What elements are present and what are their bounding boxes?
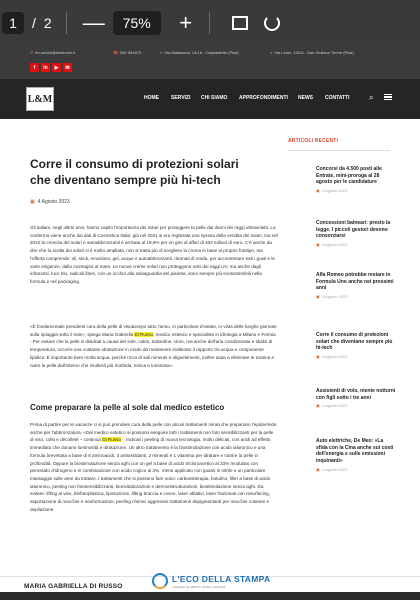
recent-article-item[interactable] (316, 220, 396, 247)
recent-article-date: ▣ 4 Agosto 2023 (316, 403, 348, 409)
topbar-email: ✉ lm.servizi@lmservizi.it (30, 50, 75, 55)
current-page-input[interactable]: 1 (2, 12, 24, 34)
article-subheading: Come preparare la pelle al sole dal medico estetico (30, 403, 225, 412)
pdf-page (0, 46, 420, 592)
recent-article-date: ▣ 4 Agosto 2023 (316, 188, 348, 194)
rotate-icon[interactable] (264, 15, 280, 31)
recent-article-date: ▣ 4 Agosto 2023 (316, 354, 348, 360)
calendar-icon: ▣ (316, 294, 320, 300)
recent-article-date: ▣ 4 Agosto 2023 (316, 242, 348, 248)
topbar-address-1: ● Via Malasoma, 14/16 - Ospedaletto (Pisa) (160, 50, 239, 55)
recent-article-title[interactable]: Concessioni balneari: presto la legge. I piccoli gestori devono consorziarsi (316, 220, 391, 240)
calendar-icon: ▣ (316, 354, 320, 360)
linkedin-icon[interactable]: in (41, 63, 50, 72)
author-name: MARIA GABRIELLA DI RUSSO (24, 583, 123, 590)
location-icon: ● (270, 50, 273, 55)
nav-home[interactable]: HOME (144, 95, 159, 101)
recent-article-item[interactable] (316, 166, 396, 193)
recent-article-item[interactable] (316, 388, 396, 408)
location-icon: ● (160, 50, 163, 55)
article-paragraph-1: Gli italiani, negli ultimi anni, hanno capito l'importanza dei solari per proteggere la pelle dai danni dei raggi ultravioletti. La conferma viene anche dai dati di Cosmetica Italia: già nel 2021 si era registrata una ripresa della vendita dei solari, ma nel 2022 la crescita dei solari e autoabbronzanti è arrivata al 19,6% per un giro di affari di 402 milioni di euro. C'è anche da dire che la scelta dei solari si è molto ampliata, non si tratta più di scegliere la crema in base al proprio fototipo, ma l'offerta comprende: oli, stick, emulsioni, gel, acque e autoabbronzanti, ritornati di moda, per accontentare tutti i gusti e le varie esigenze, dalla montagna al mare. Le nuove creme solari non proteggono solo dai raggi UV, ma anche dagli infrarossi, luce blu, radicali liberi, con un occhio alla salvaguardia del pianeta, sono sempre più ecosostenibili nella formula e nel packaging. (30, 225, 278, 284)
topbar-phone: ☎ 050 981673 (113, 50, 142, 55)
sidebar-title: ARTICOLI RECENTI (288, 138, 339, 144)
article-paragraph-2: «È fondamentale prendersi cura della pelle di viso&corpo tutto l'anno, in particolare d'estate, in vista delle lunghe giornate sulla spiaggia sotto il sole», spiega Maria Gabriella Di Russo, medico estetico e specialista in idrologia a Milano e Formia - Per evitare che la pelle si disidrati a causa del sole, caldo, salsedine, cloro, ma anche dell'aria condizionata e sbalzi di temperatura, occorre una costante idratazione in modo da mantenere inalterato il rapporto tra acqua e componente lipidica. È importante bere molta acqua, perché ricca di sali minerali e oligoelementi, inoltre aiuta a eliminare le tossine e nutre la pelle dall'interno che risulterà più morbida, tonica e luminosa». (30, 324, 277, 368)
nav-servizi[interactable]: SERVIZI (171, 95, 191, 101)
recent-article-title[interactable]: Alfa Romeo potrebbe restare in Formula Uno anche nei prossimi anni (316, 272, 394, 292)
sidebar-divider (288, 150, 390, 151)
pdf-toolbar (0, 0, 420, 46)
site-logo[interactable]: L&M (26, 87, 54, 111)
facebook-icon[interactable]: f (30, 63, 39, 72)
recent-article-item[interactable] (316, 438, 396, 472)
brand-name: L'ECO DELLA STAMPA (172, 573, 271, 584)
article-paragraph-3: Prima di partire per le vacanze ci si può prendere cura della pelle con alcuni trattamenti mirati che preparano l'epidermide anche per l'abbronzatura. «Dal medico estetico si possono eseguire tutti i trattamenti non foto sensibilizzanti per la pelle di viso, collo e décolleté – continua Di Russo -. Indicati i peeling di nuova tecnologia, molto delicati, con acidi ad effetto immediato che donano luminosità e idratazione. Un altro trattamento è la biostimolazione con acido ialuronico e una formula brevettata a base di 8 aminoacidi, 3 antiossidanti, 2 minerali e 1 vitamina per idratare e nutrire la pelle in profondità. Oppure la biostimolazione senza aghi con un gel a base di acido tricloroacetico al 33% modulato con perossido d'idrogeno e in combinazione con acido cogico al 3%. Viene applicato con guanti in nitrile e un particolare massaggio sulle aree da trattare. I trattamenti che si possono fare sono: carbossiterapia, botulino, filler a base di acido ialuronico, peeling non fotosensibilizzanti, biorivitalizzazioni e dermoristrutturazioni, biostimolazione senza aghi. Da evitare: lifting al viso, blefaroplastica, liposuzione, lifting braccia e cosce, laser ablativi, laser frazionati con resurfacing, asportazione di macchie e neoformazioni, peeling chimici aggressivi trattamenti depigmentanti per macchie cutanee e depilazione (30, 422, 277, 512)
eco-logo-icon (152, 573, 168, 589)
mail-icon[interactable]: ✉ (63, 63, 72, 72)
page-separator: / (32, 15, 36, 31)
highlighted-name: Di Russo (134, 331, 154, 337)
calendar-icon: ▣ (316, 242, 320, 248)
zoom-level-input[interactable]: 75% (113, 11, 161, 35)
recent-article-date: ▣ 4 Agosto 2023 (316, 294, 348, 300)
calendar-icon: ▣ (316, 466, 320, 472)
toolbar-divider (209, 12, 210, 34)
youtube-icon[interactable]: ▶ (52, 63, 61, 72)
article-date: ▣ 4 Agosto 2023 (30, 199, 70, 205)
total-pages: 2 (43, 15, 52, 31)
nav-contatti[interactable]: CONTATTI (325, 95, 350, 101)
nav-approfondimenti[interactable]: APPROFONDIMENTI (239, 95, 288, 101)
phone-icon: ☎ (113, 50, 118, 55)
fit-to-page-icon[interactable] (232, 16, 248, 30)
mail-icon: ✉ (30, 50, 34, 55)
calendar-icon: ▣ (316, 403, 320, 409)
recent-article-date: ▣ 4 Agosto 2023 (316, 466, 348, 472)
eco-della-stampa-logo (152, 573, 270, 589)
search-icon[interactable]: ⌕ (369, 93, 374, 102)
highlighted-name: Di Russo (102, 437, 121, 443)
nav-chi-siamo[interactable]: CHI SIAMO (201, 95, 228, 101)
site-topbar (0, 46, 420, 79)
recent-article-item[interactable] (316, 332, 396, 359)
zoom-out-button[interactable]: — (82, 10, 105, 35)
article-title: Corre il consumo di protezioni solari che diventano sempre più hi-tech (30, 157, 239, 187)
recent-article-item[interactable] (316, 272, 396, 299)
calendar-icon: ▣ (316, 188, 320, 194)
recent-article-title[interactable]: Concorsi da 4.500 posti alle Entrate, mini-proroga al 28 agosto per le candidature (316, 166, 382, 186)
site-navbar (0, 79, 420, 119)
toolbar-divider (66, 12, 67, 34)
recent-article-title[interactable]: Assistenti di volo, niente notturni con figli sotto i tre anni (316, 388, 396, 401)
topbar-address-2: ● Via Lenin, 132/A - San Giuliano Terme (Pisa) (270, 50, 354, 55)
recent-article-title[interactable]: Auto elettriche, De Meo: «La sfida con la Cina anche sui costi dell'energia e sulle emissioni inquinanti» (316, 438, 394, 465)
zoom-in-button[interactable]: + (179, 10, 193, 35)
social-links (30, 63, 72, 72)
brand-tagline: LEADER IN MEDIA INTELLIGENCE (172, 584, 226, 589)
menu-icon[interactable] (384, 94, 392, 100)
nav-news[interactable]: NEWS (298, 95, 313, 101)
calendar-icon: ▣ (30, 199, 35, 205)
recent-article-title[interactable]: Corre il consumo di protezioni solari che diventano sempre più hi-tech (316, 332, 393, 352)
